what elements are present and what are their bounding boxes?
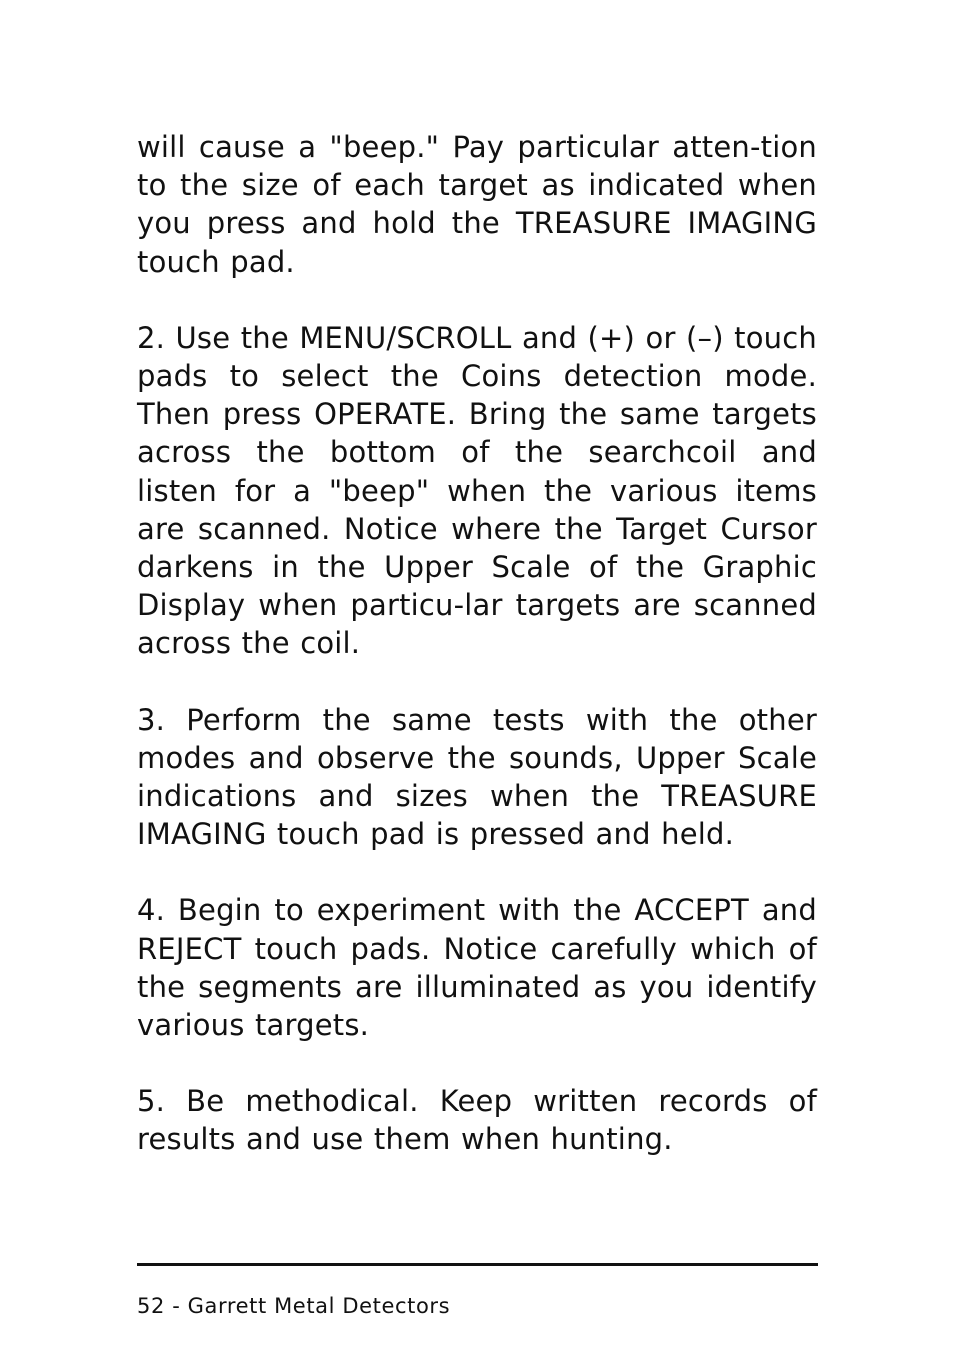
paragraph-step-3: 3. Perform the same tests with the other modes and observe the sounds, Upper Scale indications and sizes when the TREASURE IMAGING touch pad is pressed and held.: [137, 702, 817, 852]
paragraph-step-4: 4. Begin to experiment with the ACCEPT and REJECT touch pads. Notice carefully which of the segments are illuminated as you identify various targets.: [137, 893, 817, 1043]
footer-divider: [137, 1263, 818, 1266]
paragraph-step-5: 5. Be methodical. Keep written records of results and use them when hunting.: [137, 1084, 817, 1157]
page-footer: 52 - Garrett Metal Detectors: [137, 1294, 451, 1318]
page-body: [137, 128, 817, 1197]
paragraph-continuation: will cause a "beep." Pay particular atten-tion to the size of each target as indicated when you press and hold the TREASURE IMAGING touch pad.: [137, 130, 817, 279]
paragraph-step-2: 2. Use the MENU/SCROLL and (+) or (–) touch pads to select the Coins detection mode. Then press OPERATE. Bring the same targets across the bottom of the searchcoil and listen for a "beep" when the various items are scanned. Notice where the Target Cursor darkens in the Upper Scale of the Graphic Display when particu-lar targets are scanned across the coil.: [137, 320, 817, 661]
